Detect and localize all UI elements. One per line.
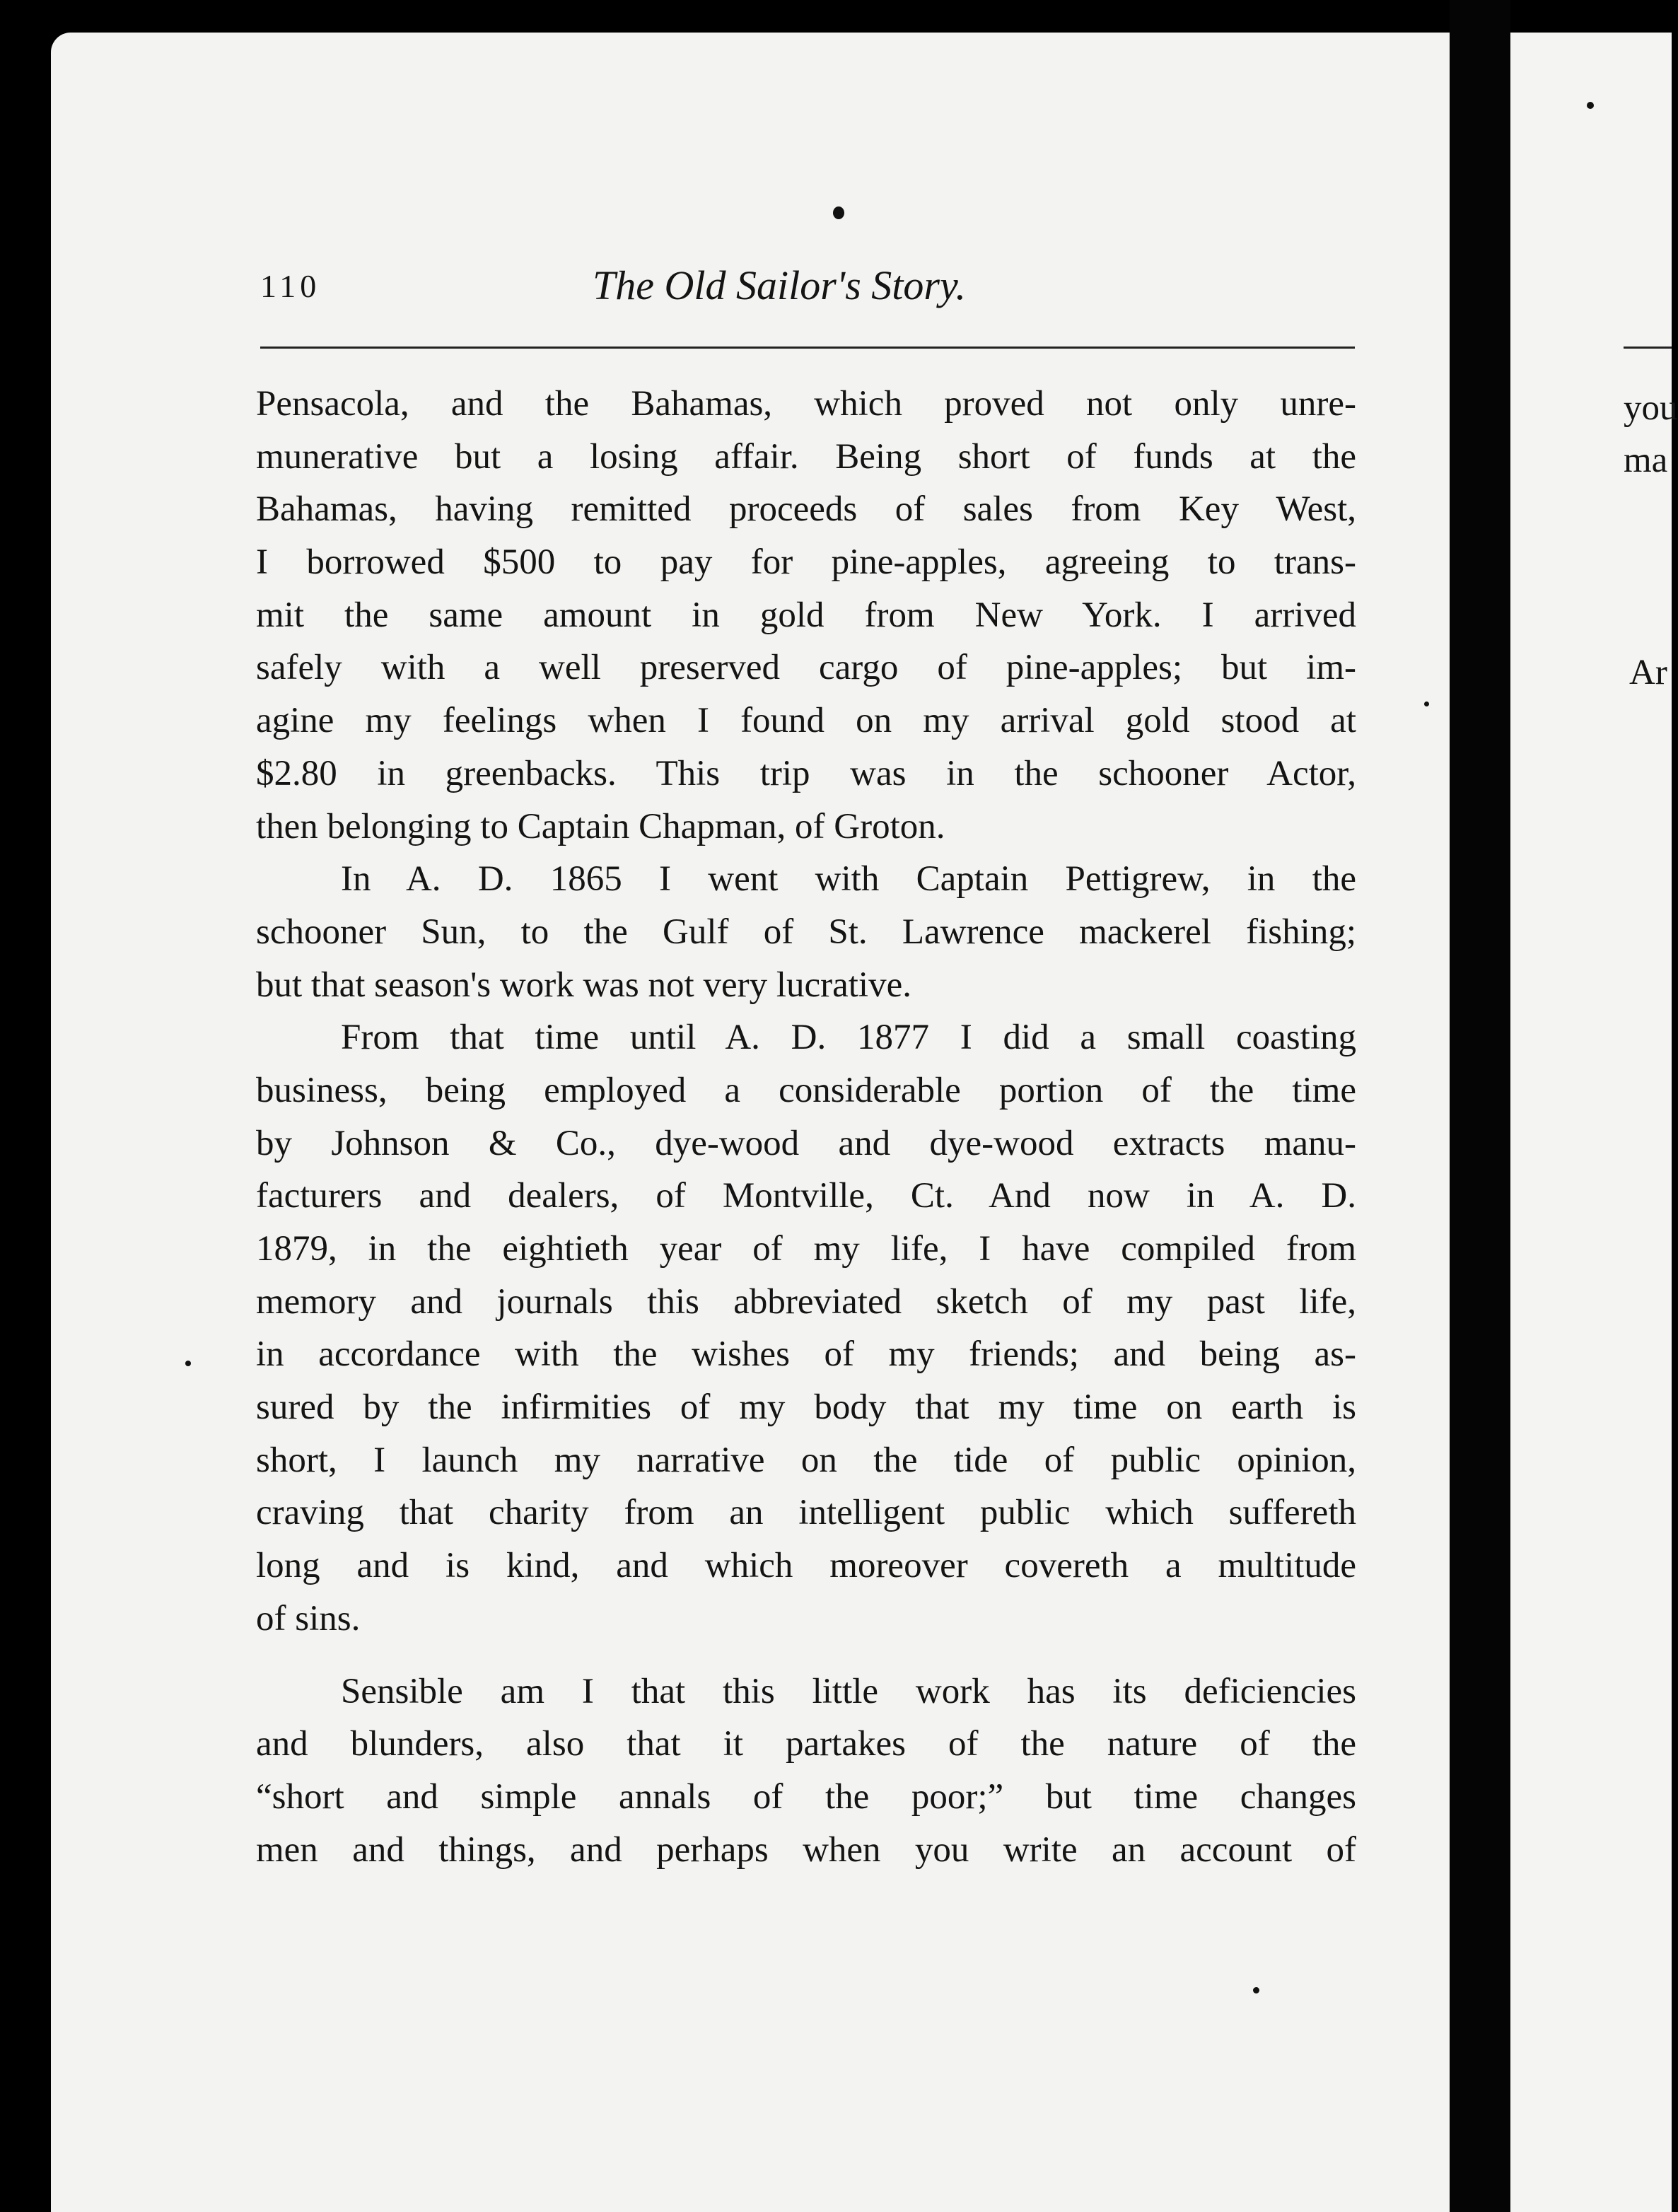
page-number: 110 (260, 268, 321, 304)
text-line: men and things, and perhaps when you write an account of (256, 1829, 1356, 1870)
text-line: memory and journals this abbreviated sketch of my past life, (256, 1281, 1356, 1322)
text-line: long and is kind, and which moreover covereth a multitude (256, 1546, 1356, 1586)
header-rule (260, 347, 1355, 349)
text-line: facturers and dealers, of Montville, Ct. And now in A. D. (256, 1176, 1356, 1216)
facing-page-rule (1624, 347, 1672, 349)
running-title: The Old Sailor's Story. (593, 262, 967, 308)
ink-speck (833, 206, 844, 219)
text-line: Pensacola, and the Bahamas, which proved not only unre- (256, 384, 1356, 424)
text-line: From that time until A. D. 1877 I did a small coasting (341, 1018, 1356, 1058)
ink-speck (1587, 102, 1594, 109)
paragraph-gap (256, 1646, 1356, 1665)
text-line: safely with a well preserved cargo of pine-apples; but im- (256, 648, 1356, 688)
text-line: of sins. (256, 1598, 361, 1638)
text-line: then belonging to Captain Chapman, of Groton. (256, 806, 945, 846)
book-gutter (1450, 0, 1510, 2212)
text-line: in accordance with the wishes of my friends; and being as- (256, 1334, 1356, 1375)
ink-speck (1253, 1987, 1259, 1993)
text-line: short, I launch my narrative on the tide of public opinion, (256, 1440, 1356, 1480)
text-line: 1879, in the eightieth year of my life, I have compiled from (256, 1229, 1356, 1269)
text-line: sured by the infirmities of my body that my time on earth is (256, 1387, 1356, 1428)
page-header (260, 262, 1355, 318)
text-line: Sensible am I that this little work has its deficiencies (341, 1671, 1356, 1711)
text-line: In A. D. 1865 I went with Captain Pettigrew, in the (341, 859, 1356, 900)
text-line: I borrowed $500 to pay for pine-apples, agreeing to trans- (256, 542, 1356, 583)
text-line: $2.80 in greenbacks. This trip was in the schooner Actor, (256, 753, 1356, 793)
text-line: by Johnson & Co., dye-wood and dye-wood extracts manu- (256, 1123, 1356, 1163)
text-line: craving that charity from an intelligent public which suffereth (256, 1493, 1356, 1533)
text-line: munerative but a losing affair. Being short of funds at the (256, 436, 1356, 477)
text-line: Bahamas, having remitted proceeds of sales from Key West, (256, 489, 1356, 530)
ink-speck (185, 1361, 191, 1366)
facing-page-fragment: you (1624, 388, 1678, 428)
text-line: and blunders, also that it partakes of the nature of the (256, 1724, 1356, 1764)
body-text (256, 378, 1356, 1876)
text-line: agine my feelings when I found on my arrival gold stood at (256, 701, 1356, 741)
facing-page-fragment: Ar (1629, 653, 1667, 692)
text-line: schooner Sun, to the Gulf of St. Lawrence mackerel fishing; (256, 912, 1356, 952)
text-line: “short and simple annals of the poor;” but time changes (256, 1776, 1356, 1817)
facing-page-fragment: ma (1624, 441, 1668, 480)
ink-speck (1424, 702, 1429, 706)
text-line: business, being employed a considerable portion of the time (256, 1070, 1356, 1110)
right-page-edge (1510, 33, 1672, 2212)
text-line: mit the same amount in gold from New York. I arrived (256, 595, 1356, 635)
text-line: but that season's work was not very lucrative. (256, 965, 911, 1005)
